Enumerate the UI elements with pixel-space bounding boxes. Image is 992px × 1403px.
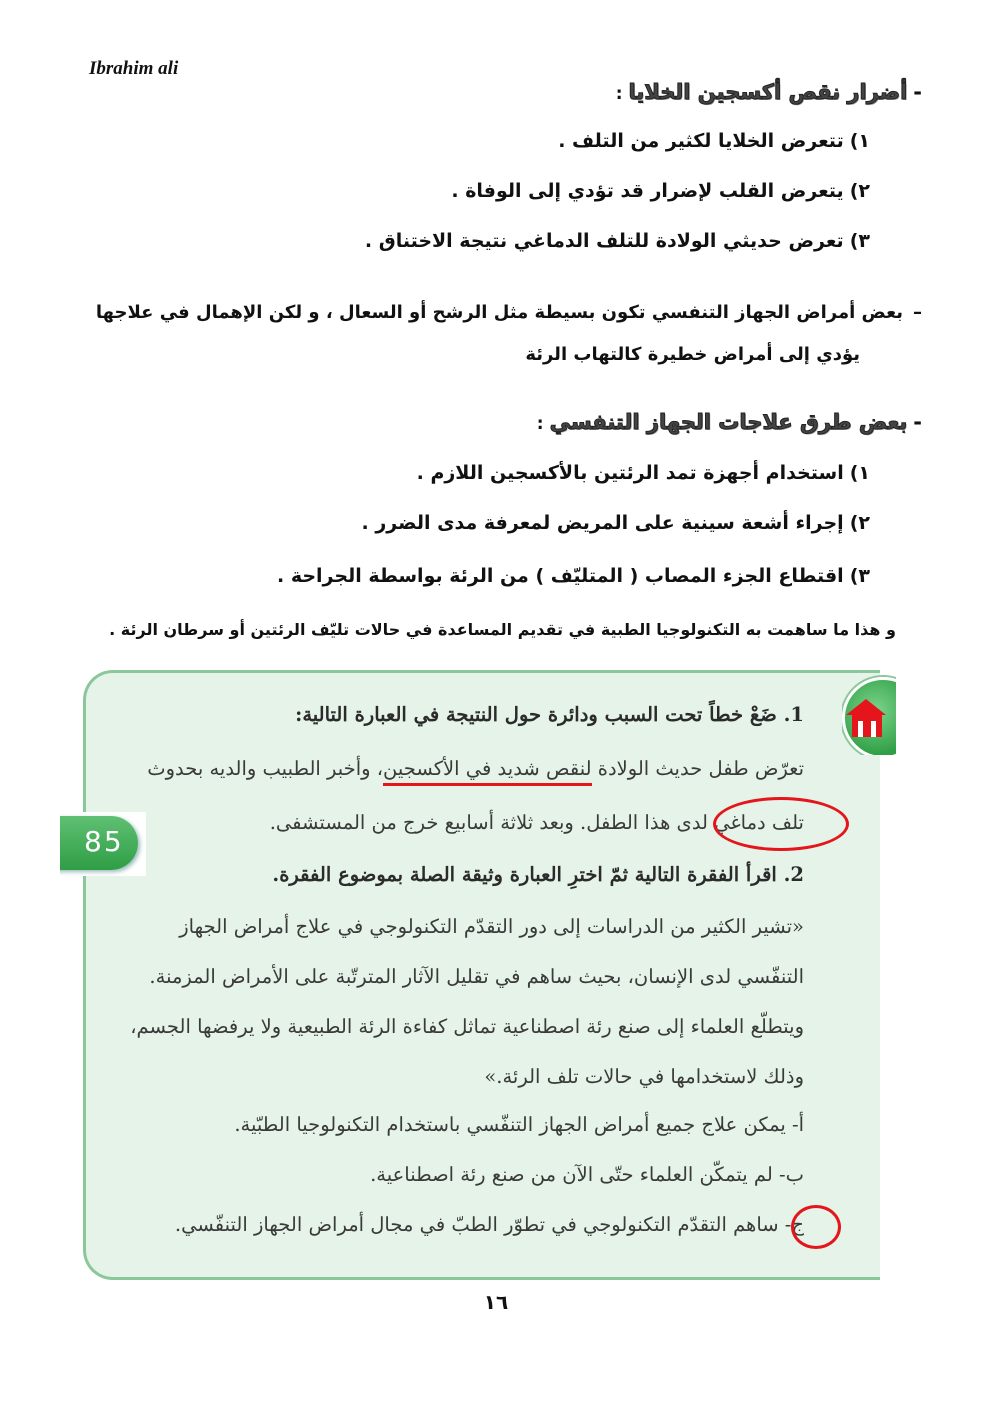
passage-line: التنفّسي لدى الإنسان، بحيث ساهم في تقليل الآثار المترتّبة على الأمراض المزمنة. bbox=[149, 965, 804, 988]
list-number: ١) bbox=[849, 130, 870, 152]
option-a: أ- يمكن علاج جميع أمراض الجهاز التنفّسي باستخدام التكنولوجيا الطبّية. bbox=[234, 1113, 804, 1136]
page-number: ١٦ bbox=[483, 1290, 509, 1314]
heading-text: بعض طرق علاجات الجهاز التنفسي bbox=[549, 410, 908, 434]
passage-line: ويتطلّع العلماء إلى صنع رئة اصطناعية تماثل كفاءة الرئة الطبيعية ولا يرفضها الجسم، bbox=[130, 1015, 804, 1038]
respiratory-paragraph bbox=[92, 292, 922, 376]
list-text: إجراء أشعة سينية على المريض لمعرفة مدى الضرر . bbox=[361, 512, 844, 534]
answer-circle-mark bbox=[791, 1205, 841, 1249]
list-item bbox=[362, 512, 870, 534]
paragraph-line-2: يؤدي إلى أمراض خطيرة كالتهاب الرئة bbox=[525, 344, 860, 365]
option-b: ب- لم يتمكّن العلماء حتّى الآن من صنع رئة اصطناعية. bbox=[370, 1163, 804, 1186]
closing-note: و هذا ما ساهمت به التكنولوجيا الطبية في تقديم المساعدة في حالات تليّف الرئتين أو سرطان الرئة . bbox=[109, 620, 896, 639]
passage-line: «تشير الكثير من الدراسات إلى دور التقدّم التكنولوجي في علاج أمراض الجهاز bbox=[179, 915, 804, 938]
question-1-sentence-line-2: تلف دماغي لدى هذا الطفل. وبعد ثلاثة أسابيع خرج من المستشفى. bbox=[269, 811, 804, 834]
heading-text: أضرار نقص أكسجين الخلايا bbox=[628, 80, 908, 104]
heading-dash: - bbox=[913, 410, 922, 434]
option-c: ج- ساهم التقدّم التكنولوجي في تطوّر الطبّ في مجال أمراض الجهاز التنفّسي. bbox=[174, 1213, 804, 1236]
sentence-end: ، وأخبر الطبيب والديه بحدوث bbox=[147, 757, 384, 780]
list-text: تعرض حديثي الولادة للتلف الدماغي نتيجة الاختناق . bbox=[364, 230, 844, 252]
list-item bbox=[417, 462, 870, 484]
heading-dash: - bbox=[913, 80, 922, 104]
textbook-page-number: 85 bbox=[84, 825, 124, 858]
cause-underlined-text: لنقص شديد في الأكسجين bbox=[383, 757, 592, 786]
list-text: اقتطاع الجزء المصاب ( المتليّف ) من الرئة بواسطة الجراحة . bbox=[277, 565, 844, 587]
paragraph-dash: – bbox=[913, 302, 922, 323]
list-item bbox=[558, 130, 870, 152]
list-item bbox=[365, 230, 870, 252]
question-1-sentence-line-1 bbox=[147, 757, 804, 780]
list-text: تتعرض الخلايا لكثير من التلف . bbox=[558, 130, 844, 152]
result-circle-mark bbox=[713, 797, 849, 851]
list-number: ٢) bbox=[849, 512, 870, 534]
section2-heading bbox=[537, 410, 922, 434]
sentence-start: تعرّض طفل حديث الولادة bbox=[591, 757, 804, 780]
paragraph-line-1: بعض أمراض الجهاز التنفسي تكون بسيطة مثل الرشح أو السعال ، و لكن الإهمال في علاجها bbox=[95, 302, 903, 323]
list-text: يتعرض القلب لإضرار قد تؤدي إلى الوفاة . bbox=[451, 180, 844, 202]
heading-colon: : bbox=[536, 414, 544, 434]
author-name: Ibrahim ali bbox=[89, 58, 179, 79]
list-text: استخدام أجهزة تمد الرئتين بالأكسجين اللازم . bbox=[416, 462, 844, 484]
list-item bbox=[451, 180, 870, 202]
home-icon bbox=[842, 675, 896, 755]
section1-heading bbox=[616, 80, 922, 104]
list-number: ١) bbox=[849, 462, 870, 484]
textbook-excerpt bbox=[83, 670, 880, 1280]
list-item bbox=[277, 565, 870, 587]
list-number: ٣) bbox=[849, 230, 870, 252]
home-badge bbox=[842, 675, 896, 755]
question-2: 2. اقرأ الفقرة التالية ثمّ اخترِ العبارة وثيقة الصلة بموضوع الفقرة. bbox=[272, 863, 804, 886]
list-number: ٢) bbox=[849, 180, 870, 202]
textbook-page-badge bbox=[60, 812, 146, 876]
question-1: 1. ضَعْ خطاً تحت السبب ودائرة حول النتيجة في العبارة التالية: bbox=[295, 703, 804, 726]
heading-colon: : bbox=[615, 84, 623, 104]
passage-line: وذلك لاستخدامها في حالات تلف الرئة.» bbox=[484, 1065, 804, 1088]
list-number: ٣) bbox=[849, 565, 870, 587]
